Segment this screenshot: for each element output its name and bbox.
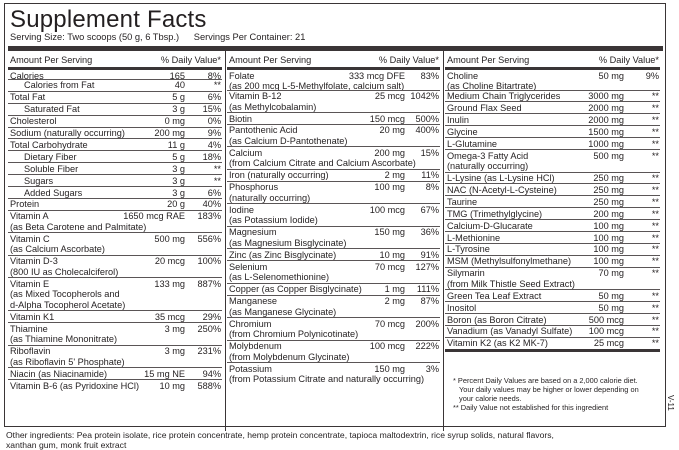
nutrient-name: Sodium (naturally occurring) [10,128,125,138]
nutrient-amount: 100 mg [593,220,624,231]
nutrient-name: Vitamin D-3 [10,256,58,267]
nutrient-daily-value: ** [651,314,659,325]
nutrient-name: Molybdenum [229,341,282,352]
nutrient-source: d-Alpha Tocopherol Acetate) [10,299,126,310]
nutrient-daily-value: ** [651,184,659,195]
nutrient-amount: 50 mg [598,70,624,81]
nutrient-amount: 100 mg [593,244,624,255]
nutrient-name: Green Tea Leaf Extract [447,290,542,301]
nutrient-amount: 100 mcg [369,204,405,215]
nutrient-name: Calories [10,70,44,81]
nutrient-daily-value: ** [651,338,659,349]
nutrient-amount: 20 g [167,199,185,210]
nutrient-source: (from Molybdenum Glycinate) [229,351,350,362]
nutrient-row [445,325,660,337]
nutrient-amount: 5 g [172,151,185,162]
nutrient-name: Iron (naturally occurring) [229,170,329,181]
nutrient-daily-value: ** [213,80,221,91]
nutrient-amount: 333 mcg DFE [348,70,405,81]
nutrient-daily-value: 887% [197,278,221,289]
nutrient-daily-value: ** [651,208,659,219]
nutrient-amount: 2000 mg [588,114,624,125]
nutrient-amount: 250 mg [593,184,624,195]
nutrient-name: Vitamin B-6 (as Pyridoxine HCl) [10,380,140,391]
nutrient-source: (as Mixed Tocopherols and [10,289,120,300]
nutrient-name: L-Glutamine [447,138,498,149]
nutrient-amount: 3 g [172,104,185,115]
nutrient-amount: 5 g [172,92,185,103]
nutrient-name: Sugars [24,175,54,186]
nutrient-daily-value: 8% [207,70,221,81]
nutrient-row [8,277,222,310]
nutrient-row [227,181,440,204]
nutrient-row [8,379,222,391]
nutrient-daily-value: 250% [197,323,221,334]
nutrient-amount: 133 mg [154,278,185,289]
nutrient-daily-value: 500% [415,113,439,124]
nutrient-daily-value: 6% [207,92,221,103]
nutrient-source: (as Manganese Glycinate) [229,306,337,317]
nutrient-amount: 3 mg [164,323,185,334]
nutrient-daily-value: ** [651,173,659,183]
nutrient-row [8,91,222,103]
daily-value-header: % Daily Value* [598,54,659,65]
nutrient-source: (naturally occurring) [447,161,529,171]
nutrient-daily-value: 29% [202,311,221,322]
nutrient-amount: 150 mg [374,227,405,238]
nutrient-row [445,267,660,290]
nutrient-row [227,112,440,124]
nutrient-name: Potassium [229,363,272,374]
nutrient-daily-value: 6% [207,187,221,198]
nutrient-daily-value: ** [651,102,659,113]
nutrient-daily-value: 111% [416,284,439,295]
nutrient-daily-value: ** [651,256,659,267]
nutrient-amount: 50 mg [598,302,624,313]
nutrient-name: Magnesium [229,227,277,238]
nutrient-row [8,186,222,198]
nutrient-daily-value: 36% [420,227,439,238]
nutrient-amount: 150 mcg [369,113,405,124]
nutrient-row [227,146,440,169]
nutrient-name: Riboflavin [10,346,51,357]
nutrient-daily-value: 91% [420,249,439,260]
side-code: V-11 [666,395,675,411]
section-rule [445,349,660,352]
nutrient-name: Manganese [229,296,278,307]
nutrient-row [445,289,660,301]
nutrient-amount: 10 mg [159,380,185,391]
nutrient-name: Silymarin [447,268,485,279]
nutrient-amount: 25 mcg [593,338,624,349]
nutrient-row [445,231,660,243]
nutrient-row [445,90,660,102]
nutrient-row [227,248,440,260]
nutrient-amount: 3 g [172,175,185,186]
nutrient-row [227,169,440,181]
nutrient-name: Chromium [229,318,272,329]
nutrient-row [8,174,222,186]
nutrient-amount: 35 mcg [154,311,185,322]
nutrient-amount: 100 mg [593,232,624,243]
nutrient-amount: 100 mcg [369,341,405,352]
nutrient-amount: 200 mg [374,147,405,158]
nutrient-row [8,198,222,210]
nutrient-daily-value: 183% [197,211,221,222]
nutrient-daily-value: 83% [420,70,439,81]
nutrient-row [8,210,222,233]
nutrient-row [445,149,660,172]
nutrient-source: (as Methylcobalamin) [229,101,317,112]
nutrient-row [445,172,660,184]
nutrient-name: Calcium [229,147,263,158]
nutrient-amount: 100 mg [374,182,405,193]
nutrient-daily-value: ** [651,302,659,313]
nutrient-row [8,255,222,278]
nutrient-amount: 70 mcg [374,318,405,329]
nutrient-source: (from Chromium Polynicotinate) [229,329,359,340]
nutrient-daily-value: 11% [421,170,439,181]
nutrient-name: Soluble Fiber [24,163,79,174]
nutrient-source: (as Choline Bitartrate) [447,81,537,91]
nutrient-source: (as Thiamine Mononitrate) [10,334,118,345]
nutrient-row [445,207,660,219]
footnote-dv [453,376,665,412]
nutrient-name: L-Tyrosine [447,244,490,255]
nutrient-source: (as Beta Carotene and Palmitate) [10,221,147,232]
nutrient-source: (from Milk Thistle Seed Extract) [447,278,575,289]
nutrient-source: (as L-Selenomethionine) [229,272,330,283]
nutrient-name: Medium Chain Triglycerides [447,91,561,101]
nutrient-daily-value: ** [651,196,659,207]
nutrient-amount: 0 mg [164,116,185,127]
nutrient-amount: 1 mg [384,284,405,295]
nutrient-row [445,243,660,255]
serving-info [10,32,305,43]
nutrient-row [8,162,222,174]
nutrient-source: (as 200 mcg L-5-Methylfolate, calcium salt) [229,81,405,91]
nutrient-name: Calories from Fat [24,80,95,91]
nutrient-row [227,317,440,340]
header-rule [8,46,663,51]
nutrient-source: (800 IU as Cholecalciferol) [10,266,119,277]
nutrient-name: Vitamin K2 (as K2 MK-7) [447,338,548,349]
nutrient-amount: 100 mg [593,256,624,267]
nutrient-amount: 25 mcg [374,91,405,101]
serving-size: Serving Size: Two scoops (50 g, 6 Tbsp.) [10,32,180,42]
nutrient-name: Iodine [229,204,255,215]
nutrient-amount: 2 mg [384,296,405,307]
column-header [8,54,222,65]
nutrient-daily-value: ** [651,290,659,301]
nutrient-row [445,183,660,195]
nutrient-source: (from Calcium Citrate and Calcium Ascorbate) [229,158,416,169]
nutrient-row [227,226,440,249]
nutrient-row [445,125,660,137]
nutrient-name: Ground Flax Seed [447,102,522,113]
nutrient-name: Copper (as Copper Bisglycinate) [229,284,362,295]
nutrient-amount: 150 mg [374,363,405,374]
nutrient-daily-value: 588% [197,380,221,391]
nutrient-daily-value: 9% [645,70,659,81]
nutrient-daily-value: 15% [420,147,439,158]
nutrient-amount: 11 g [167,139,185,150]
nutrient-daily-value: 40% [202,199,221,210]
nutrient-name: Saturated Fat [24,104,80,115]
nutrient-name: Zinc (as Zinc Bisglycinate) [229,249,337,260]
nutrient-daily-value: 87% [420,296,439,307]
nutrient-daily-value: 3% [425,363,439,374]
nutrient-source: (as Calcium D-Pantothenate) [229,135,348,146]
nutrient-amount: 250 mg [593,173,624,183]
nutrient-daily-value: 8% [425,182,439,193]
nutrient-row [227,67,440,90]
nutrient-daily-value: 94% [202,368,221,379]
nutrient-daily-value: 9% [207,128,221,138]
nutrient-row [8,310,222,322]
nutrient-name: Total Fat [10,92,46,103]
nutrient-name: L-Methionine [447,232,501,243]
daily-value-header: % Daily Value* [160,54,221,65]
nutrient-row [8,138,222,150]
nutrient-daily-value: ** [651,138,659,149]
nutrient-name: Boron (as Boron Citrate) [447,314,547,325]
nutrient-row [8,103,222,115]
nutrient-daily-value: ** [651,114,659,125]
nutrient-name: Vitamin E [10,278,50,289]
nutrient-amount: 15 mg NE [144,368,185,379]
nutrient-name: Omega-3 Fatty Acid [447,150,529,161]
nutrient-daily-value: 222% [415,341,439,352]
amount-per-serving-header: Amount Per Serving [229,54,312,65]
nutrient-daily-value: 200% [415,318,439,329]
nutrient-row [227,260,440,283]
nutrient-amount: 200 mg [593,208,624,219]
nutrient-source: (from Potassium Citrate and naturally occurring) [229,374,425,385]
nutrient-row [445,255,660,267]
footnote-line: Your daily values may be higher or lower depending on [459,385,639,394]
nutrient-daily-value: ** [651,91,659,101]
nutrient-row [227,283,440,295]
nutrient-row [445,337,660,349]
footnote-line: * Percent Daily Values are based on a 2,000 calorie diet. [453,376,638,385]
nutrient-daily-value: ** [651,326,659,337]
nutrient-daily-value: 67% [420,204,439,215]
nutrient-name: Vitamin B-12 [229,91,282,101]
nutrient-name: Pantothenic Acid [229,125,298,136]
nutrient-amount: 3 g [172,187,185,198]
nutrient-row [227,362,440,385]
footnote-line: your calorie needs. [459,394,522,403]
nutrient-name: Vitamin A [10,211,49,222]
nutrient-row [8,322,222,345]
nutrient-name: Taurine [447,196,478,207]
servings-per-container: Servings Per Container: 21 [193,32,306,42]
nutrient-row [445,195,660,207]
nutrient-daily-value: 4% [207,139,221,150]
nutrient-name: Protein [10,199,40,210]
nutrient-name: Calcium-D-Glucarate [447,220,533,231]
nutrient-daily-value: ** [651,150,659,161]
nutrient-row [8,115,222,127]
nutrient-source: (naturally occurring) [229,192,311,203]
nutrient-row [445,313,660,325]
nutrient-row [227,340,440,363]
nutrient-daily-value: ** [651,220,659,231]
nutrient-source: (as Potassium Iodide) [229,215,318,226]
facts-panel [4,3,666,427]
nutrient-name: Selenium [229,261,268,272]
nutrient-row [445,137,660,149]
nutrient-daily-value: 556% [197,233,221,244]
nutrient-name: Biotin [229,113,252,124]
nutrient-row [227,203,440,226]
nutrient-daily-value: 127% [415,261,439,272]
nutrient-daily-value: 18% [202,151,221,162]
nutrient-amount: 20 mcg [154,256,185,267]
column-header [227,54,440,65]
nutrient-amount: 250 mg [593,196,624,207]
label-title: Supplement Facts [10,6,207,33]
nutrient-name: Phosphorus [229,182,279,193]
nutrient-amount: 200 mg [154,128,185,138]
nutrient-name: Dietary Fiber [24,151,77,162]
nutrient-daily-value: 1042% [410,91,439,101]
nutrient-row [445,67,660,90]
nutrient-source: (as Calcium Ascorbate) [10,244,105,255]
nutrient-daily-value: 231% [197,346,221,357]
nutrient-amount: 70 mg [598,268,624,279]
nutrient-row [8,345,222,368]
daily-value-header: % Daily Value* [378,54,439,65]
nutrient-row [8,232,222,255]
nutrient-row [445,219,660,231]
nutrient-amount: 3 mg [164,346,185,357]
nutrient-row [8,150,222,162]
other-ingredients-line: xanthan gum, monk fruit extract [6,440,127,450]
nutrient-name: Choline [447,70,479,81]
nutrient-row [227,124,440,147]
nutrient-name: MSM (Methylsulfonylmethane) [447,256,572,267]
nutrient-daily-value: ** [651,244,659,255]
nutrient-daily-value: ** [651,126,659,137]
nutrient-amount: 20 mg [379,125,405,136]
nutrient-daily-value: 0% [207,116,221,127]
nutrient-name: L-Lysine (as L-Lysine HCl) [447,173,555,183]
nutrient-row [445,301,660,313]
other-ingredients-line: Other ingredients: Pea protein isolate, rice protein concentrate, hemp protein concentrate, tapioca maltodextrin, rice syrup solids, natural flavors, [6,430,554,440]
nutrient-amount: 40 [174,80,185,91]
nutrient-amount: 100 mcg [588,326,624,337]
nutrient-amount: 500 mcg [588,314,624,325]
nutrient-daily-value: ** [651,232,659,243]
nutrient-row [8,127,222,139]
nutrient-name: Added Sugars [24,187,83,198]
nutrient-name: Inositol [447,302,477,313]
nutrient-name: Niacin (as Niacinamide) [10,368,108,379]
nutrient-daily-value: ** [213,175,221,186]
nutrient-amount: 1500 mg [588,126,624,137]
nutrient-name: Inulin [447,114,469,125]
nutrient-daily-value: 400% [415,125,439,136]
nutrient-name: Vitamin K1 [10,311,55,322]
nutrient-amount: 10 mg [379,249,405,260]
nutrient-source: (as Magnesium Bisglycinate) [229,237,347,248]
nutrient-row [8,367,222,379]
nutrient-name: Total Carbohydrate [10,139,88,150]
column-header [445,54,660,65]
nutrient-amount: 500 mg [593,150,624,161]
nutrient-name: Folate [229,70,255,81]
nutrient-row [227,295,440,318]
nutrient-source: (as Riboflavin 5' Phosphate) [10,356,125,367]
nutrient-name: Vitamin C [10,233,50,244]
nutrient-name: TMG (Trimethylglycine) [447,208,543,219]
nutrient-amount: 2000 mg [588,102,624,113]
nutrient-row [445,101,660,113]
amount-per-serving-header: Amount Per Serving [10,54,93,65]
nutrient-daily-value: ** [213,163,221,174]
nutrient-amount: 1650 mcg RAE [123,211,185,222]
amount-per-serving-header: Amount Per Serving [447,54,530,65]
nutrient-daily-value: ** [651,268,659,279]
footnote-line: ** Daily Value not established for this ingredient [453,403,609,412]
nutrient-row [8,67,222,79]
nutrient-daily-value: 100% [197,256,221,267]
nutrient-amount: 165 [169,70,185,81]
nutrient-name: Thiamine [10,323,48,334]
nutrient-amount: 3000 mg [588,91,624,101]
nutrient-name: Cholesterol [10,116,57,127]
column-divider [225,51,226,431]
other-ingredients [6,430,666,450]
column-divider [443,51,444,431]
nutrient-amount: 3 g [172,163,185,174]
nutrient-row [445,113,660,125]
nutrient-amount: 500 mg [154,233,185,244]
nutrient-name: Vanadium (as Vanadyl Sulfate) [447,326,573,337]
nutrient-amount: 70 mcg [374,261,405,272]
nutrient-amount: 50 mg [598,290,624,301]
nutrient-amount: 1000 mg [588,138,624,149]
nutrient-amount: 2 mg [384,170,405,181]
nutrient-row [8,79,222,91]
nutrient-daily-value: 15% [202,104,221,115]
nutrient-name: Glycine [447,126,478,137]
nutrient-row [227,90,440,113]
nutrient-name: NAC (N-Acetyl-L-Cysteine) [447,184,557,195]
